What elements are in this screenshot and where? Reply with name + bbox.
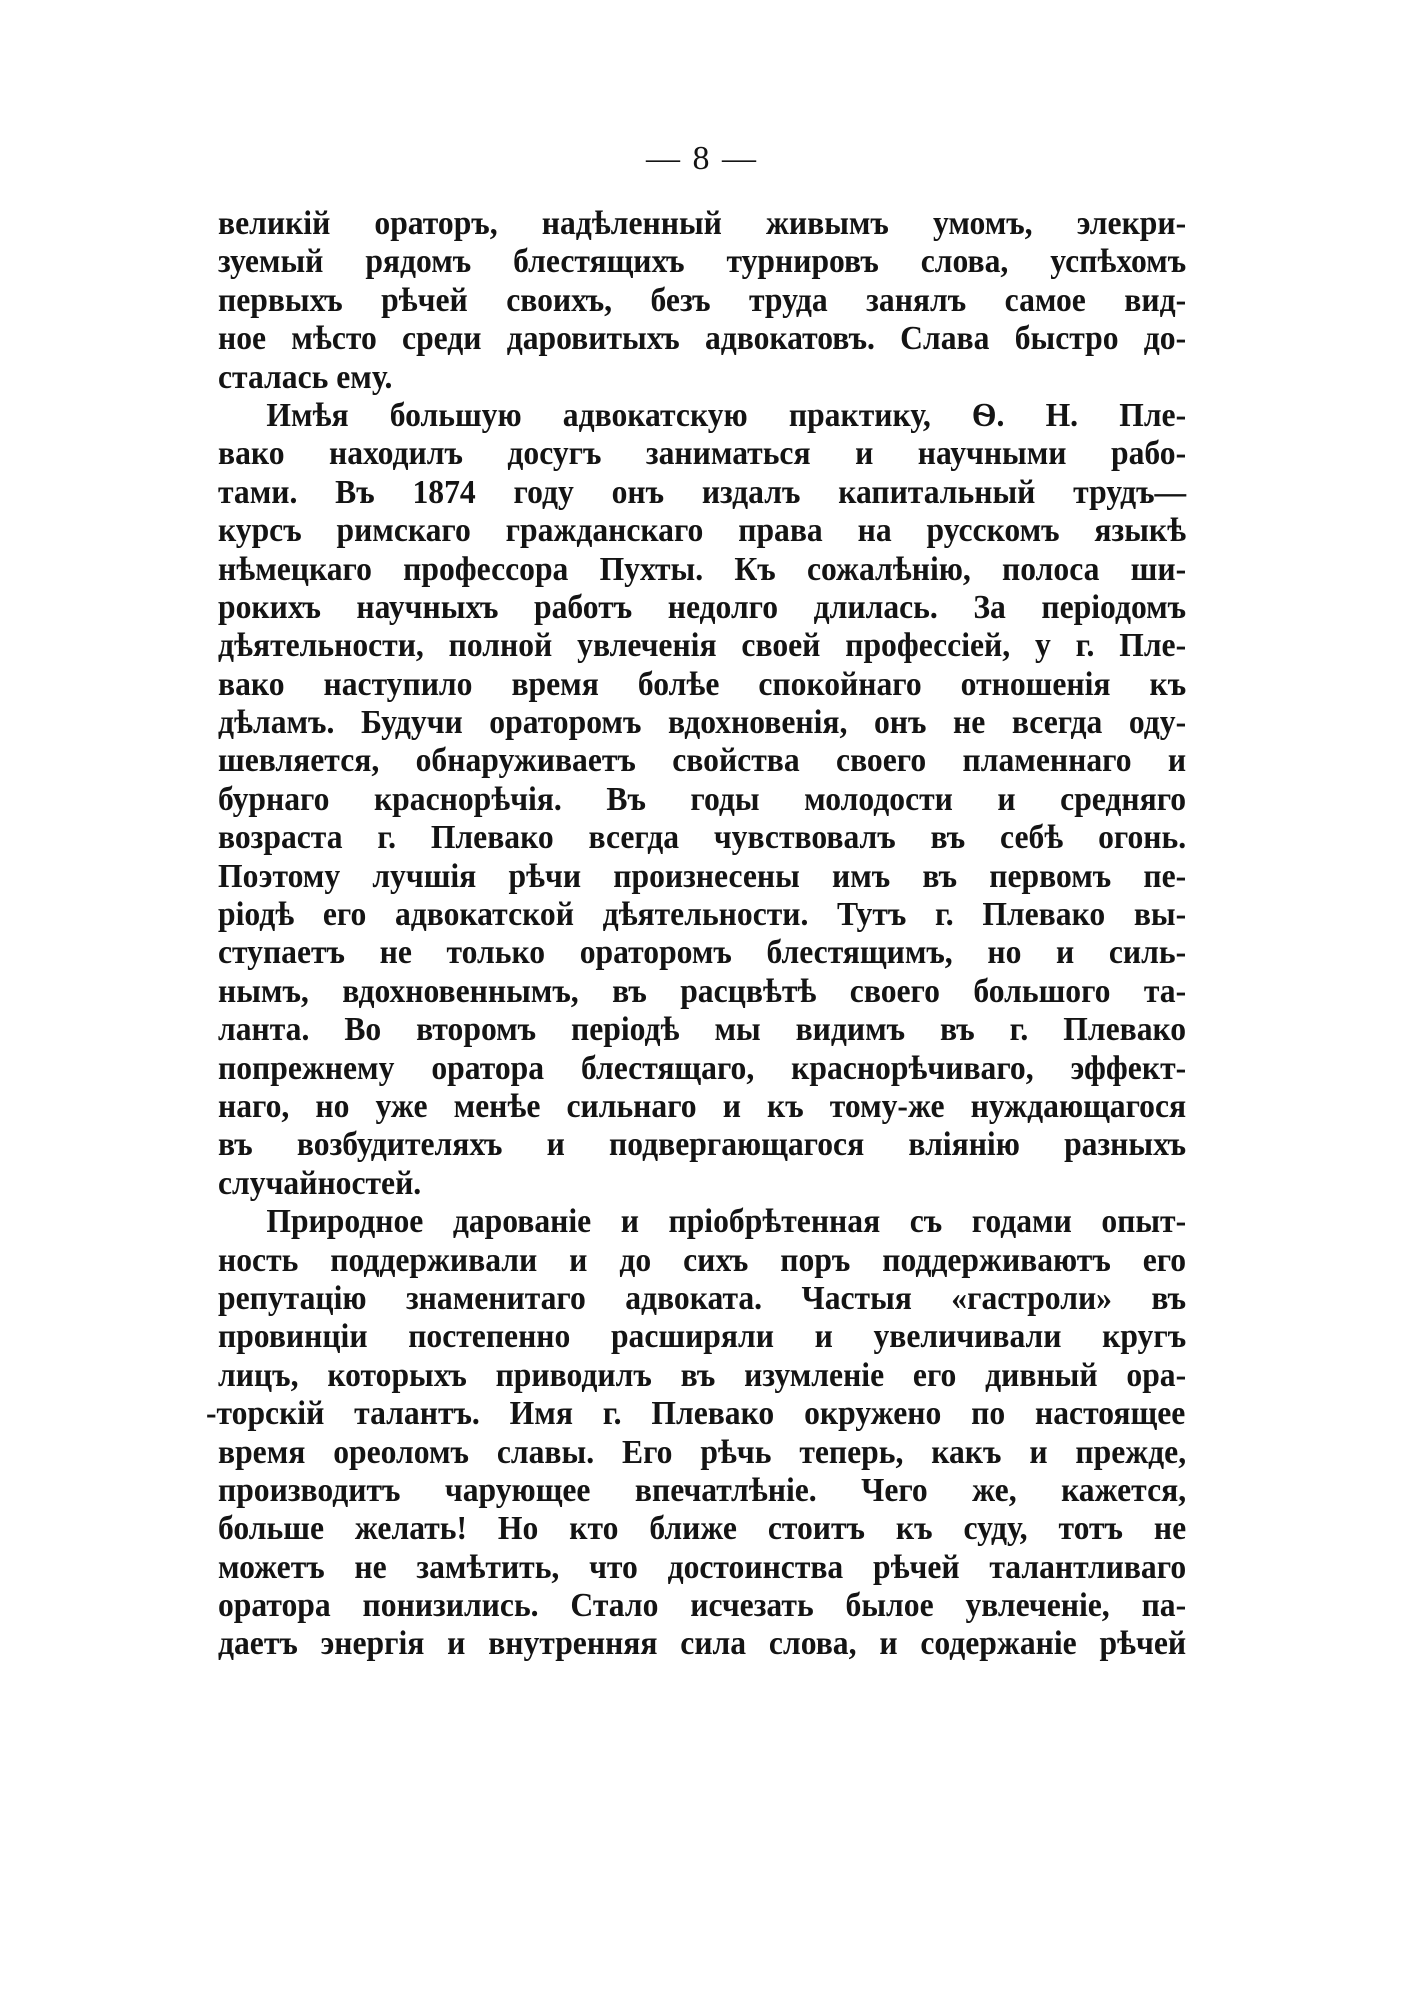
paragraph-first-line: Природное дарованіе и пріобрѣтенная съ годами опыт-	[266, 1203, 1187, 1241]
text-line: ное мѣсто среди даровитыхъ адвокатовъ. Слава быстро до-	[218, 320, 1187, 358]
text-line: дѣятельности, полной увлеченія своей профессіей, у г. Пле-	[218, 627, 1187, 665]
text-line: Поэтому лучшія рѣчи произнесены имъ въ первомъ пе-	[218, 857, 1187, 895]
text-line: время ореоломъ славы. Его рѣчь теперь, какъ и прежде,	[218, 1433, 1187, 1471]
text-line: сталась ему.	[218, 358, 393, 396]
text-line: можетъ не замѣтить, что достоинства рѣчей талантливаго	[218, 1548, 1187, 1586]
text-line: даетъ энергія и внутренняя сила слова, и содержаніе рѣчей	[218, 1625, 1187, 1663]
body-text	[206, 205, 1187, 1664]
text-line: ріодѣ его адвокатской дѣятельности. Тутъ г. Плевако вы-	[218, 896, 1187, 934]
text-line: вако находилъ досугъ заниматься и научными рабо-	[218, 435, 1187, 473]
text-line: первыхъ рѣчей своихъ, безъ труда занялъ самое вид-	[218, 281, 1187, 319]
text-line: тами. Въ 1874 году онъ издалъ капитальный трудъ—	[218, 473, 1187, 511]
text-line: дѣламъ. Будучи ораторомъ вдохновенія, онъ не всегда оду-	[218, 704, 1187, 742]
text-line: случайностей.	[218, 1164, 422, 1202]
text-line: рокихъ научныхъ работъ недолго длилась. За періодомъ	[218, 588, 1187, 626]
text-line: шевляется, обнаруживаетъ свойства своего пламеннаго и	[218, 742, 1187, 780]
text-line: возраста г. Плевако всегда чувствовалъ въ себѣ огонь.	[218, 819, 1187, 857]
text-line: производитъ чарующее впечатлѣніе. Чего же, кажется,	[218, 1471, 1187, 1509]
text-line: наго, но уже менѣе сильнаго и къ тому-же нуждающагося	[218, 1087, 1187, 1125]
text-line: оратора понизились. Стало исчезать былое увлеченіе, па-	[218, 1587, 1187, 1625]
text-line: больше желать! Но кто ближе стоитъ къ суду, тотъ не	[218, 1510, 1187, 1548]
text-line: нѣмецкаго профессора Пухты. Къ сожалѣнію, полоса ши-	[218, 550, 1187, 588]
text-line: репутацію знаменитаго адвоката. Частыя «гастроли» въ	[218, 1279, 1187, 1317]
text-line: курсъ римскаго гражданскаго права на русскомъ языкѣ	[218, 512, 1187, 550]
text-line: великій ораторъ, надѣленный живымъ умомъ, элекри-	[218, 205, 1187, 242]
text-line: нымъ, вдохновеннымъ, въ расцвѣтѣ своего большого та-	[218, 972, 1187, 1010]
text-line: ступаетъ не только ораторомъ блестящимъ, но и силь-	[218, 934, 1187, 972]
text-line: лицъ, которыхъ приводилъ въ изумленіе его дивный ора-	[218, 1356, 1187, 1394]
text-line: ланта. Во второмъ періодѣ мы видимъ въ г. Плевако	[218, 1011, 1187, 1049]
text-line: -торскій талантъ. Имя г. Плевако окружено по настоящее	[206, 1395, 1186, 1433]
text-line: вако наступило время болѣе спокойнаго отношенія къ	[218, 665, 1187, 703]
text-line: провинціи постепенно расширяли и увеличивали кругъ	[218, 1318, 1187, 1356]
page-number: — 8 —	[646, 140, 758, 177]
text-line: бурнаго краснорѣчія. Въ годы молодости и средняго	[218, 780, 1187, 818]
text-line: попрежнему оратора блестящаго, краснорѣчиваго, эффект-	[218, 1049, 1187, 1087]
paragraph-first-line: Имѣя большую адвокатскую практику, Ѳ. Н. Пле-	[266, 396, 1187, 434]
text-line: зуемый рядомъ блестящихъ турнировъ слова, успѣхомъ	[218, 243, 1187, 281]
text-line: ность поддерживали и до сихъ поръ поддерживаютъ его	[218, 1241, 1187, 1279]
text-line: въ возбудителяхъ и подвергающагося вліянію разныхъ	[218, 1126, 1187, 1164]
